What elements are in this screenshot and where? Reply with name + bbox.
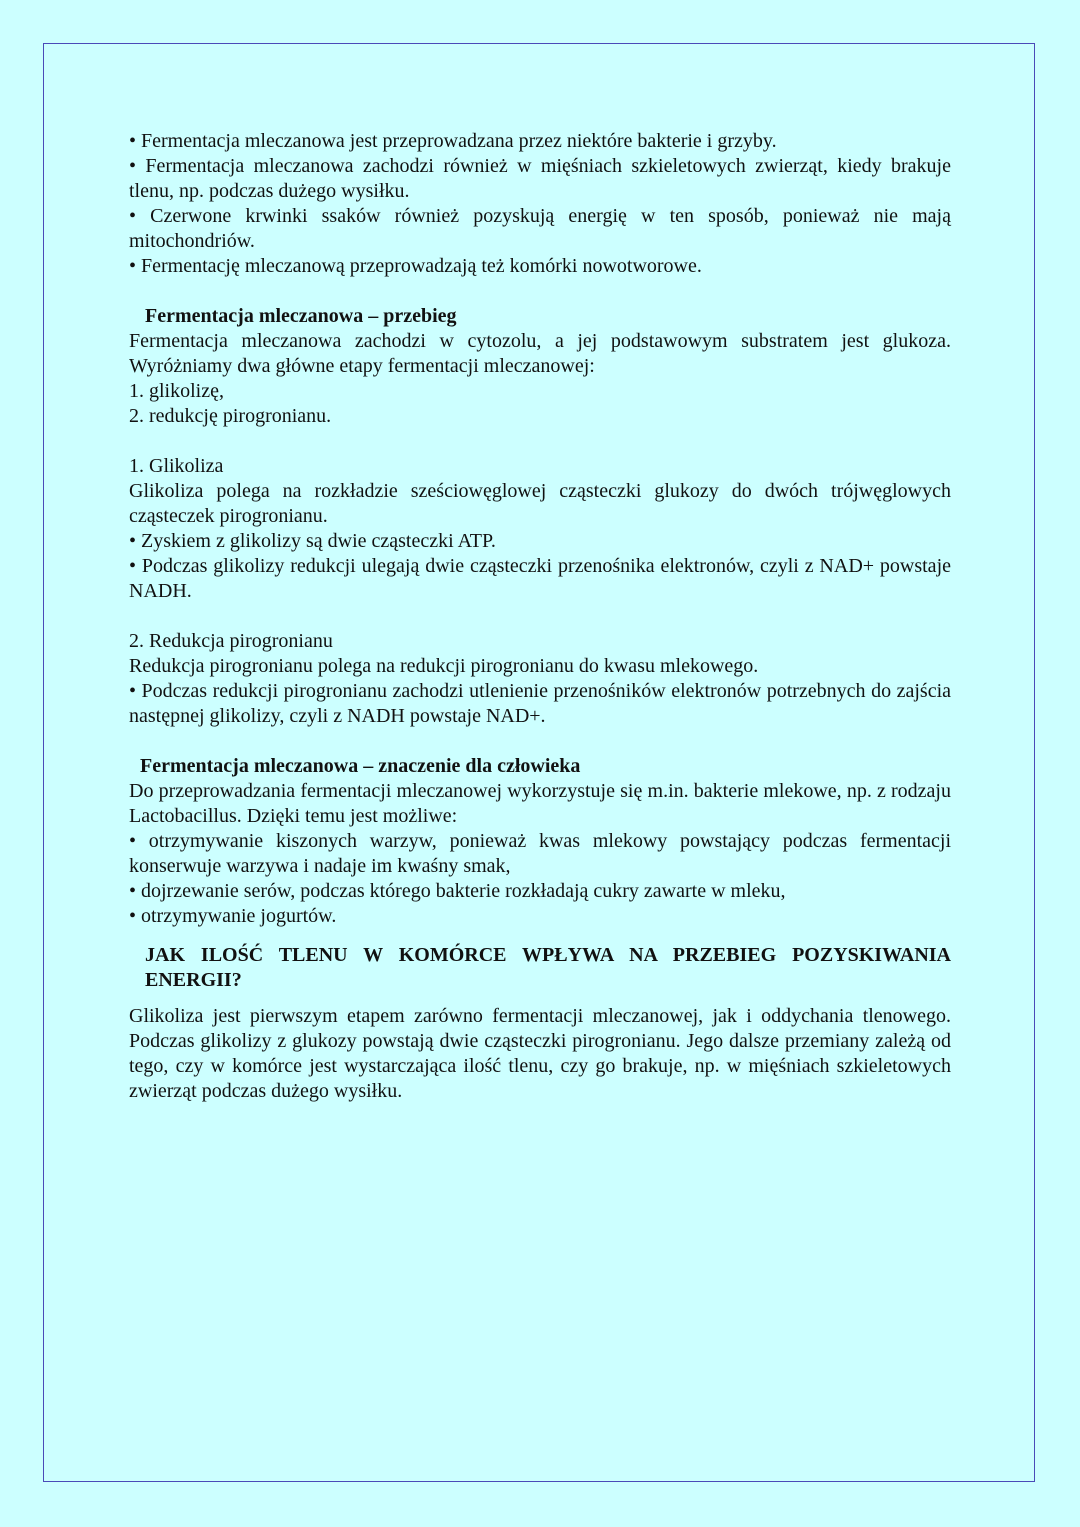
bullet: • Fermentacja mleczanowa zachodzi również w mięśniach szkieletowych zwierząt, kiedy brakuje tlenu, np. podczas dużego wysiłku. <box>129 155 951 202</box>
bullet: • Podczas redukcji pirogronianu zachodzi utlenienie przenośników elektronów potrzebnych do zajścia następnej glikolizy, czyli z NADH powstaje NAD+. <box>129 680 951 727</box>
bullet: • Fermentacja mleczanowa jest przeprowadzana przez niektóre bakterie i grzyby. <box>129 130 777 152</box>
paragraph: Do przeprowadzania fermentacji mleczanowej wykorzystuje się m.in. bakterie mlekowe, np. z rodzaju Lactobacillus. Dzięki temu jest możliwe: <box>129 780 951 827</box>
paragraph: Glikoliza polega na rozkładzie sześciowęglowej cząsteczki glukozy do dwóch trójwęglowych cząsteczek pirogronianu. <box>129 480 951 527</box>
bullet: • Czerwone krwinki ssaków również pozyskują energię w ten sposób, ponieważ nie mają mitochondriów. <box>129 205 951 252</box>
bullet: • otrzymywanie jogurtów. <box>129 905 337 927</box>
paragraph: Glikoliza jest pierwszym etapem zarówno fermentacji mleczanowej, jak i oddychania tlenowego. Podczas glikolizy z glukozy powstają dwie cząsteczki pirogronianu. Jego dalsze przemiany zależą od tego, czy w komórce jest wystarczająca ilość tlenu, czy go brakuje, np. w mięśniach szkieletowych zwierząt podczas dużego wysiłku. <box>129 1005 951 1102</box>
list-item: 1. glikolizę, <box>129 380 224 402</box>
bullet: • dojrzewanie serów, podczas którego bakterie rozkładają cukry zawarte w mleku, <box>129 880 786 902</box>
paragraph: Redukcja pirogronianu polega na redukcji pirogronianu do kwasu mlekowego. <box>129 655 759 677</box>
list-item: 2. redukcję pirogronianu. <box>129 405 332 427</box>
bullet: • otrzymywanie kiszonych warzyw, ponieważ kwas mlekowy powstający podczas fermentacji konserwuje warzywa i nadaje im kwaśny smak, <box>129 830 951 877</box>
bullet: • Podczas glikolizy redukcji ulegają dwie cząsteczki przenośnika elektronów, czyli z NAD+ powstaje NADH. <box>129 555 951 602</box>
subheading-redukcja: 2. Redukcja pirogronianu <box>129 630 333 652</box>
document-body <box>129 129 951 1104</box>
paragraph: Fermentacja mleczanowa zachodzi w cytozolu, a jej podstawowym substratem jest glukoza. Wyróżniamy dwa główne etapy fermentacji mleczanowej: <box>129 330 951 377</box>
section-heading-znaczenie: Fermentacja mleczanowa – znaczenie dla człowieka <box>140 755 581 777</box>
section-heading-tlen: JAK ILOŚĆ TLENU W KOMÓRCE WPŁYWA NA PRZEBIEG POZYSKIWANIA ENERGII? <box>145 944 951 991</box>
subheading-glikoliza: 1. Glikoliza <box>129 455 224 477</box>
bullet: • Fermentację mleczanową przeprowadzają też komórki nowotworowe. <box>129 255 702 277</box>
bullet: • Zyskiem z glikolizy są dwie cząsteczki ATP. <box>129 530 496 552</box>
section-heading-przebieg: Fermentacja mleczanowa – przebieg <box>145 305 457 327</box>
